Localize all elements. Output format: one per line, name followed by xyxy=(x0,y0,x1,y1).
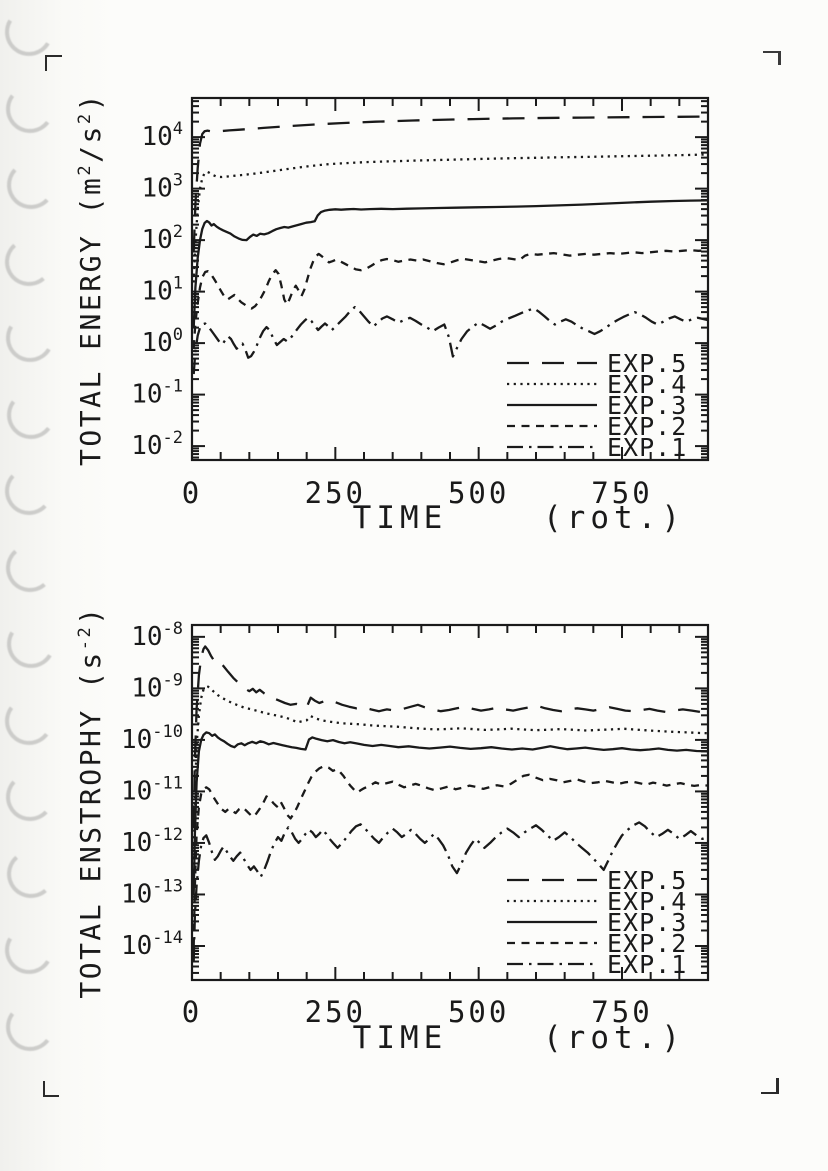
binding-hole xyxy=(3,81,57,135)
legend-label-exp5: EXP.5 xyxy=(607,866,688,895)
x-axis-label: TIME xyxy=(352,1020,448,1056)
binding-hole xyxy=(1,309,59,367)
series-exp3-line xyxy=(194,200,708,327)
y-tick-label: $10^2$ xyxy=(141,222,183,256)
y-tick-label: $10^3$ xyxy=(141,170,183,204)
total-energy-chart xyxy=(60,55,800,560)
crop-mark-bottom-left xyxy=(43,1081,59,1097)
y-tick-label: $10^{-13}$ xyxy=(120,876,183,910)
series-exp2-line xyxy=(194,250,708,348)
x-tick-label: 750 xyxy=(591,995,653,1029)
x-axis-unit-label: (rot.) xyxy=(543,500,685,536)
x-tick-label: 750 xyxy=(591,476,653,510)
series-exp5-line xyxy=(194,647,708,828)
x-axis-label: TIME xyxy=(352,500,448,536)
series-exp4-line xyxy=(194,687,708,859)
y-tick-label: $10^{-14}$ xyxy=(120,927,183,961)
binding-hole xyxy=(3,999,57,1053)
legend-label-exp2: EXP.2 xyxy=(607,929,688,958)
binding-hole xyxy=(6,160,56,210)
legend-label-exp5: EXP.5 xyxy=(607,349,688,378)
binding-hole xyxy=(4,387,58,441)
legend-label-exp3: EXP.3 xyxy=(607,908,688,937)
y-tick-label: $10^{-9}$ xyxy=(131,670,183,704)
total-enstrophy-chart xyxy=(60,578,800,1090)
x-axis-unit-label: (rot.) xyxy=(543,1020,685,1056)
y-tick-label: $10^1$ xyxy=(141,273,183,307)
y-tick-label: $10^{-1}$ xyxy=(131,376,183,410)
binding-hole xyxy=(3,236,54,287)
series-exp4-line xyxy=(194,155,708,283)
binding-hole xyxy=(5,848,56,899)
x-tick-label: 500 xyxy=(447,995,510,1029)
legend-label-exp1: EXP.1 xyxy=(607,433,688,462)
binding-hole xyxy=(2,615,60,673)
x-tick-label: 500 xyxy=(447,476,510,510)
legend-label-exp1: EXP.1 xyxy=(607,950,688,979)
total-enstrophy-legend xyxy=(507,866,687,979)
y-tick-label: $10^{-2}$ xyxy=(131,428,183,462)
y-axis-label: TOTAL ENERGY $(m^2/s^2)$ xyxy=(74,92,107,466)
binding-hole xyxy=(4,466,54,516)
legend-label-exp4: EXP.4 xyxy=(607,887,688,916)
x-tick-label: 0 xyxy=(181,995,203,1029)
legend-label-exp4: EXP.4 xyxy=(607,370,688,399)
binding-hole xyxy=(0,921,58,979)
binding-hole xyxy=(0,3,58,61)
x-tick-label: 250 xyxy=(304,995,367,1029)
binding-hole xyxy=(5,772,55,822)
y-tick-label: $10^{-11}$ xyxy=(120,773,183,807)
y-axis-label: TOTAL ENSTROPHY $(s^{-2})$ xyxy=(74,605,107,999)
y-tick-label: $10^{-12}$ xyxy=(120,824,183,858)
total-energy-series xyxy=(194,117,708,375)
y-tick-label: $10^0$ xyxy=(141,325,183,359)
y-tick-label: $10^{-10}$ xyxy=(120,721,183,755)
x-tick-label: 250 xyxy=(304,476,367,510)
y-tick-label: $10^4$ xyxy=(141,119,183,153)
total-energy-legend xyxy=(507,349,687,462)
binding-hole xyxy=(4,542,55,593)
y-tick-label: $10^{-8}$ xyxy=(131,618,183,652)
binding-hole xyxy=(2,693,56,747)
legend-label-exp2: EXP.2 xyxy=(607,412,688,441)
x-tick-label: 0 xyxy=(181,476,203,510)
legend-label-exp3: EXP.3 xyxy=(607,391,688,420)
